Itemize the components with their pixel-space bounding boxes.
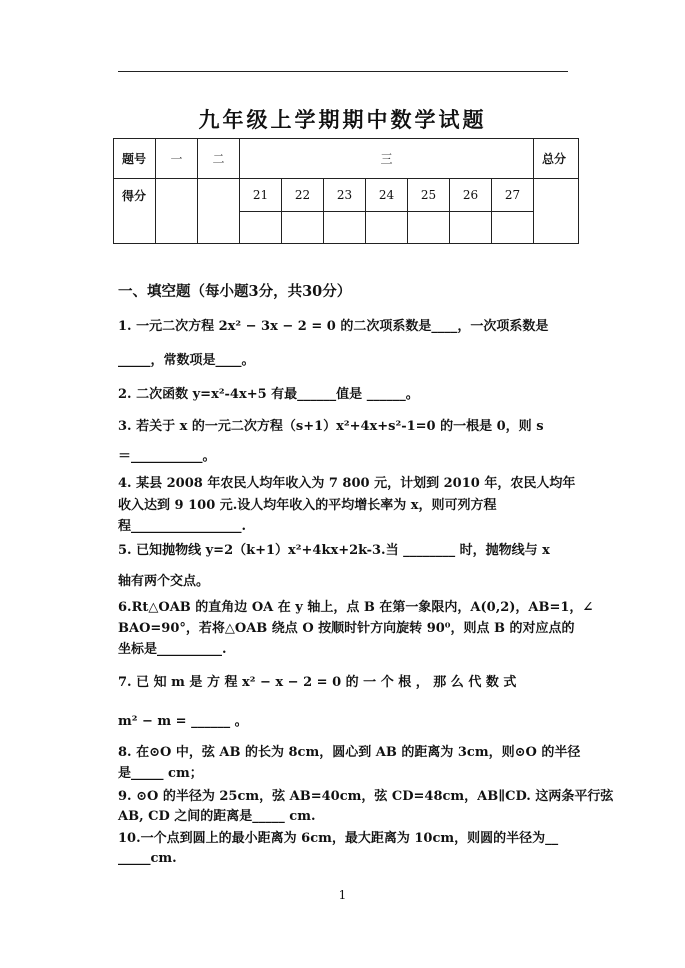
score-cell[interactable] — [450, 212, 492, 244]
question-4-line-2: 收入达到 9 100 元.设人均年收入的平均增长率为 x，则可列方程 — [118, 498, 497, 513]
question-5-line-1: 5. 已知抛物线 y=2（k+1）x²+4kx+2k-3.当 ________ 时，抛物线与 x — [118, 543, 550, 558]
score-cell[interactable] — [366, 212, 408, 244]
score-cell[interactable] — [324, 212, 366, 244]
question-10-line-1: 10.一个点到圆上的最小距离为 6cm，最大距离为 10cm，则圆的半径为__ — [118, 831, 559, 846]
question-number: 25 — [408, 179, 450, 212]
score-cell[interactable] — [240, 212, 282, 244]
score-table-header-label: 题号 — [114, 139, 156, 179]
score-cell[interactable] — [408, 212, 450, 244]
score-table-total: 总分 — [534, 139, 579, 179]
question-7-line-2: m² − m = ______ 。 — [118, 714, 248, 729]
question-number: 27 — [492, 179, 534, 212]
question-number: 23 — [324, 179, 366, 212]
question-number: 26 — [450, 179, 492, 212]
question-8-line-1: 8. 在⊙O 中，弦 AB 的长为 8cm，圆心到 AB 的距离为 3cm，则⊙O 的半径 — [118, 745, 581, 760]
question-4-line-1: 4. 某县 2008 年农民人均年收入为 7 800 元，计划到 2010 年，农民人均年 — [118, 476, 576, 491]
score-cell[interactable] — [198, 179, 240, 244]
score-cell[interactable] — [492, 212, 534, 244]
question-3-line-1: 3. 若关于 x 的一元二次方程（s+1）x²+4x+s²-1=0 的一根是 0，则 s — [118, 419, 544, 434]
score-cell-total[interactable] — [534, 179, 579, 244]
question-7-line-1: 7. 已 知 m 是 方 程 x² − x − 2 = 0 的 一 个 根 ， 那 么 代 数 式 — [118, 675, 517, 690]
question-5-line-2: 轴有两个交点。 — [118, 574, 210, 589]
question-10-line-2: _____cm. — [118, 851, 177, 866]
question-6-line-1: 6.Rt△OAB 的直角边 OA 在 y 轴上，点 B 在第一象限内，A(0,2)，AB=1，∠ — [118, 600, 594, 615]
question-4-line-3: 程_________________. — [118, 519, 247, 534]
header-rule — [118, 71, 568, 72]
question-number: 21 — [240, 179, 282, 212]
page-number: 1 — [338, 888, 347, 902]
question-number: 22 — [282, 179, 324, 212]
question-6-line-3: 坐标是__________. — [118, 642, 227, 657]
page-title: 九年级上学期期中数学试题 — [198, 107, 487, 132]
score-cell[interactable] — [282, 212, 324, 244]
score-table-col-1: 一 — [156, 139, 198, 179]
question-1-line-2: _____，常数项是____。 — [118, 353, 255, 368]
score-cell[interactable] — [156, 179, 198, 244]
score-table-col-2: 二 — [198, 139, 240, 179]
question-6-line-2: BAO=90°，若将△OAB 绕点 O 按顺时针方向旋转 90⁰，则点 B 的对应点的 — [118, 621, 575, 636]
score-row-label: 得分 — [114, 179, 156, 244]
question-1-line-1: 1. 一元二次方程 2x² − 3x − 2 = 0 的二次项系数是____，一次项系数是 — [118, 319, 549, 334]
question-2: 2. 二次函数 y=x²-4x+5 有最______值是 ______。 — [118, 387, 419, 402]
score-table-col-3: 三 — [240, 139, 534, 179]
question-number: 24 — [366, 179, 408, 212]
question-8-line-2: 是_____ cm； — [118, 766, 203, 781]
section-heading: 一、填空题（每小题3分，共30分） — [118, 283, 352, 300]
score-table — [113, 138, 579, 244]
question-9-line-1: 9. ⊙O 的半径为 25cm，弦 AB=40cm，弦 CD=48cm，AB∥CD. 这两条平行弦 — [118, 789, 614, 804]
question-3-line-2: ＝___________。 — [118, 449, 216, 464]
question-9-line-2: AB, CD 之间的距离是_____ cm. — [118, 809, 316, 824]
